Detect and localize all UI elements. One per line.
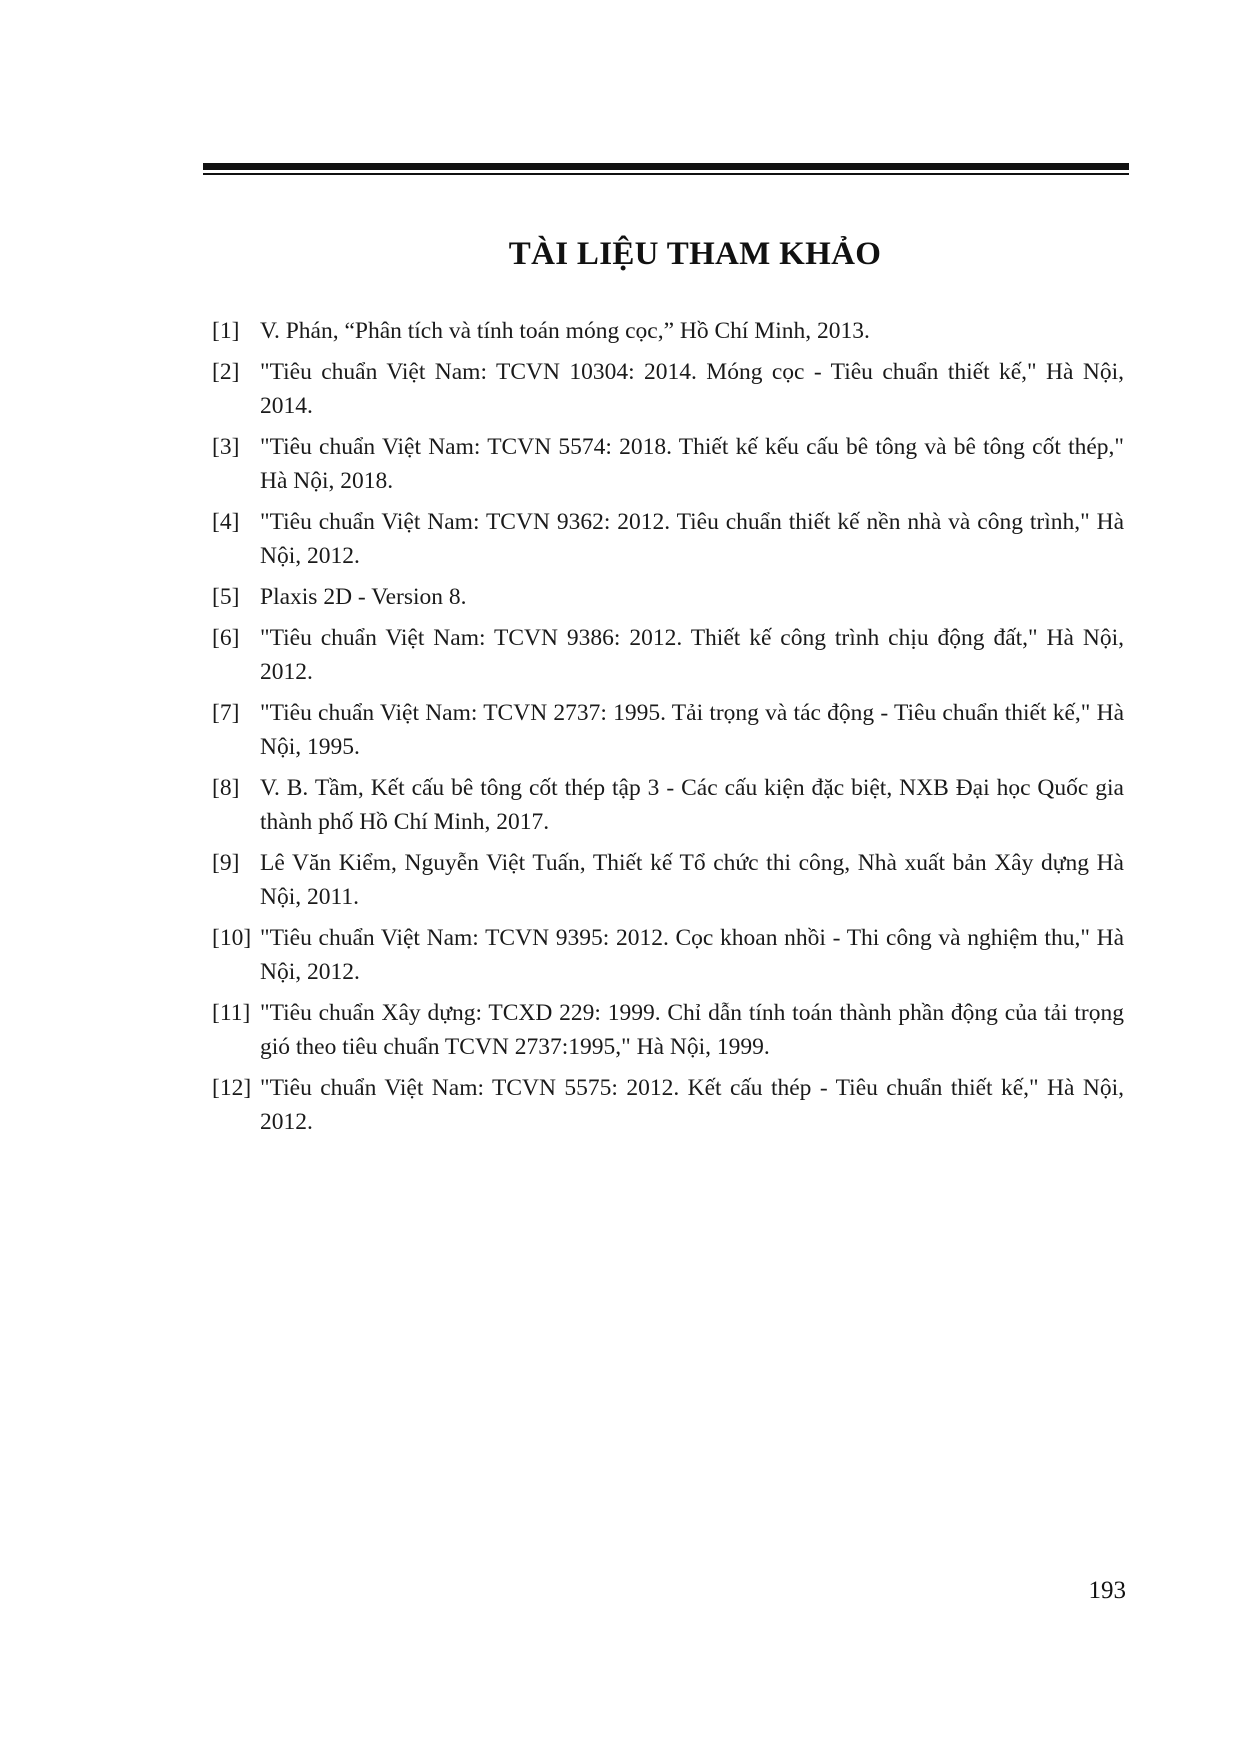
reference-number: [8] (212, 775, 240, 801)
reference-item (212, 430, 1124, 498)
reference-number: [9] (212, 850, 240, 876)
reference-text: "Tiêu chuẩn Việt Nam: TCVN 9386: 2012. Thiết kế công trình chịu động đất," Hà Nội, 2012. (260, 625, 1124, 685)
reference-number: [11] (212, 1000, 251, 1026)
reference-item (212, 580, 1124, 614)
reference-item (212, 771, 1124, 839)
reference-item (212, 996, 1124, 1064)
reference-item (212, 1071, 1124, 1139)
reference-number: [5] (212, 584, 240, 610)
reference-text: "Tiêu chuẩn Việt Nam: TCVN 5574: 2018. Thiết kế kếu cấu bê tông và bê tông cốt thép," Hà Nội, 2018. (260, 434, 1124, 494)
page-number: 193 (1088, 1577, 1126, 1604)
header-rule-thick (203, 163, 1129, 170)
reference-text: "Tiêu chuẩn Xây dựng: TCXD 229: 1999. Chỉ dẫn tính toán thành phần động của tải trọng gió theo tiêu chuẩn TCVN 2737:1995," Hà Nội, 1999. (260, 1000, 1124, 1060)
reference-text: V. B. Tầm, Kết cấu bê tông cốt thép tập 3 - Các cấu kiện đặc biệt, NXB Đại học Quốc gia thành phố Hồ Chí Minh, 2017. (260, 775, 1124, 835)
reference-item (212, 505, 1124, 573)
reference-number: [3] (212, 434, 240, 460)
reference-item (212, 696, 1124, 764)
reference-text: "Tiêu chuẩn Việt Nam: TCVN 9362: 2012. Tiêu chuẩn thiết kế nền nhà và công trình," Hà Nội, 2012. (260, 509, 1124, 569)
reference-text: "Tiêu chuẩn Việt Nam: TCVN 2737: 1995. Tải trọng và tác động - Tiêu chuẩn thiết kế," Hà Nội, 1995. (260, 700, 1124, 760)
reference-number: [7] (212, 700, 240, 726)
reference-item (212, 314, 1124, 348)
reference-number: [6] (212, 625, 240, 651)
reference-number: [12] (212, 1075, 252, 1101)
reference-item (212, 846, 1124, 914)
reference-text: Lê Văn Kiểm, Nguyễn Việt Tuấn, Thiết kế Tổ chức thi công, Nhà xuất bản Xây dựng Hà Nội, 2011. (260, 850, 1124, 910)
reference-number: [1] (212, 318, 240, 344)
reference-number: [4] (212, 509, 240, 535)
reference-item (212, 621, 1124, 689)
reference-text: Plaxis 2D - Version 8. (260, 584, 467, 610)
reference-item (212, 921, 1124, 989)
reference-item (212, 355, 1124, 423)
reference-text: V. Phán, “Phân tích và tính toán móng cọc,” Hồ Chí Minh, 2013. (260, 318, 870, 344)
reference-text: "Tiêu chuẩn Việt Nam: TCVN 9395: 2012. Cọc khoan nhồi - Thi công và nghiệm thu," Hà Nội, 2012. (260, 925, 1124, 985)
reference-text: "Tiêu chuẩn Việt Nam: TCVN 10304: 2014. Móng cọc - Tiêu chuẩn thiết kế," Hà Nội, 2014. (260, 359, 1124, 419)
header-rule-thin (203, 173, 1129, 175)
reference-number: [10] (212, 925, 252, 951)
page-title: TÀI LIỆU THAM KHẢO (508, 236, 882, 272)
reference-number: [2] (212, 359, 240, 385)
reference-list (212, 314, 1124, 1146)
reference-text: "Tiêu chuẩn Việt Nam: TCVN 5575: 2012. Kết cấu thép - Tiêu chuẩn thiết kế," Hà Nội, 2012. (260, 1075, 1124, 1135)
